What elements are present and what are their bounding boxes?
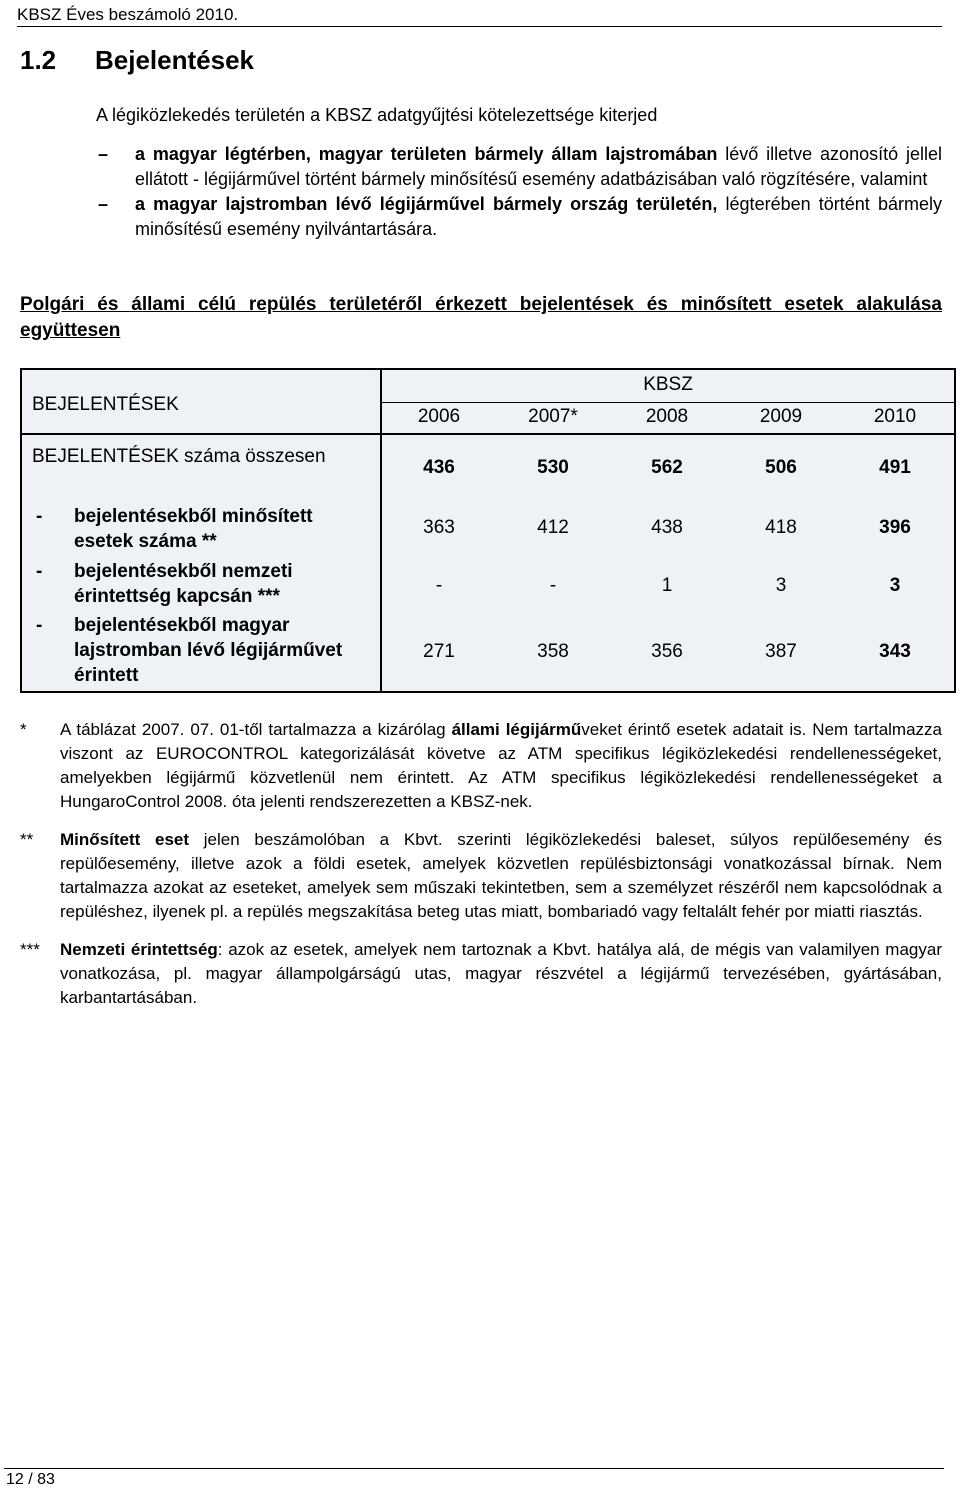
table-corner-label: BEJELENTÉSEK <box>32 394 179 415</box>
page-footer <box>4 1468 944 1491</box>
year-header: 2007* <box>528 406 578 427</box>
table-cell: 436 <box>423 457 455 478</box>
table-cell: 271 <box>423 641 455 662</box>
scope-item-text: légterében történt bármely minősítésű esemény nyilvántartására. <box>135 194 942 239</box>
footnotes <box>20 718 942 1024</box>
page-number: 12 / 83 <box>6 1471 55 1488</box>
footnote-bold: Minősített eset <box>60 830 190 849</box>
table-group-header: KBSZ <box>643 374 693 395</box>
year-header: 2006 <box>417 406 461 427</box>
row-bullet: - <box>36 561 43 582</box>
table-cell: 530 <box>537 457 569 478</box>
section-title-text: Bejelentések <box>95 45 254 75</box>
scope-item <box>20 192 942 242</box>
row-label-national <box>32 559 372 609</box>
year-header: 2009 <box>759 406 803 427</box>
section-title <box>20 44 254 76</box>
footnote-text: : azok az esetek, amelyek nem tartoznak a Kbvt. hatálya alá, de mégis van valamilyen magyar vonatkozása, pl. magyar állampolgárságú utas, magyar részvétel a légijármű tervezésében, gyártásában, karbantartásában. <box>60 940 942 1007</box>
table-cell: - <box>435 575 443 596</box>
table-divider-horizontal <box>22 433 954 435</box>
table-cell: 491 <box>879 457 911 478</box>
table-cell: 343 <box>879 641 911 662</box>
table-cell: 363 <box>423 517 455 538</box>
table-cell: 3 <box>889 575 901 596</box>
table-cell: 356 <box>651 641 683 662</box>
footnote-marker: * <box>20 720 27 739</box>
dash-bullet: – <box>98 144 109 164</box>
scope-item-text: lévő illetve azonosító jellel ellátott - légijárművel történt bármely minősítésű esemény adatbázisában való rögzítésére, valamint <box>135 144 942 189</box>
footnote <box>20 828 942 924</box>
scope-item-bold: a magyar lajstromban lévő légijárművel bármely ország területén, <box>135 194 718 214</box>
footnote <box>20 718 942 814</box>
footnote-bold: állami légijármű <box>451 720 582 739</box>
footnote-marker: *** <box>20 940 40 959</box>
table-cell: 438 <box>651 517 683 538</box>
reports-table <box>20 368 956 693</box>
table-cell: 358 <box>537 641 569 662</box>
scope-list <box>20 142 942 242</box>
table-cell: 1 <box>661 575 673 596</box>
table-cell: 387 <box>765 641 797 662</box>
year-header: 2008 <box>645 406 689 427</box>
row-label-hungarian-registry <box>32 613 372 688</box>
row-label-qualified <box>32 504 372 554</box>
scope-item-bold: a magyar légtérben, magyar területen bármely állam lajstromában <box>135 144 718 164</box>
table-cell: 418 <box>765 517 797 538</box>
row-label-total: BEJELENTÉSEK száma összesen <box>32 446 326 467</box>
running-header: KBSZ Éves beszámoló 2010. <box>17 4 942 27</box>
section-number: 1.2 <box>20 45 57 75</box>
table-cell: 506 <box>765 457 797 478</box>
table-divider-subheader <box>382 402 954 403</box>
footnote-text: A táblázat 2007. 07. 01-től tartalmazza a kizárólag <box>60 720 452 739</box>
table-cell: 3 <box>775 575 787 596</box>
table-cell: - <box>549 575 557 596</box>
row-label-text: bejelentésekből minősített esetek száma ** <box>74 506 313 552</box>
table-cell: 396 <box>879 517 911 538</box>
table-cell: 412 <box>537 517 569 538</box>
footnote <box>20 938 942 1010</box>
footnote-marker: ** <box>20 830 34 849</box>
year-header: 2010 <box>873 406 917 427</box>
row-label-text: bejelentésekből magyar lajstromban lévő légijárművet érintett <box>74 615 343 686</box>
footnote-bold: Nemzeti érintettség <box>60 940 218 959</box>
row-label-text: bejelentésekből nemzeti érintettség kapcsán *** <box>74 561 293 607</box>
table-heading: Polgári és állami célú repülés területéről érkezett bejelentések és minősített esetek alakulása együttesen <box>20 294 942 341</box>
dash-bullet: – <box>98 194 109 214</box>
table-cell: 562 <box>651 457 683 478</box>
footnote-text: jelen beszámolóban a Kbvt. szerinti légiközlekedési baleset, súlyos repülőesemény és repülőesemény, illetve azok a földi esetek, amelyek közvetlen repülésbiztonsági vonatkozással bírnak. Nem tartalmazza azokat az eseteket, amelyek sem műszaki tekintetben, sem a személyzet részéről nem kapcsolódnak a repüléshez, ilyenek pl. a repülés megszakítása beteg utas miatt, bombariadó vagy feltalált fehér por miatti riasztás. <box>60 830 942 921</box>
scope-item <box>20 142 942 192</box>
intro-paragraph: A légiközlekedés területén a KBSZ adatgyűjtési kötelezettsége kiterjed <box>96 105 658 125</box>
row-bullet: - <box>36 615 43 636</box>
row-bullet: - <box>36 506 43 527</box>
footnote-text: veket érintő esetek adatait is. Nem tartalmazza viszont az EUROCONTROL kategorizálását követve az ATM specifikus légiközlekedési rendellenességeket, amelyekben légijármű közvetlenül nem érintett. Az ATM specifikus légiközlekedési rendellenességeket a HungaroControl 2008. óta jelenti rendszerezetten a KBSZ-nek. <box>60 720 942 811</box>
